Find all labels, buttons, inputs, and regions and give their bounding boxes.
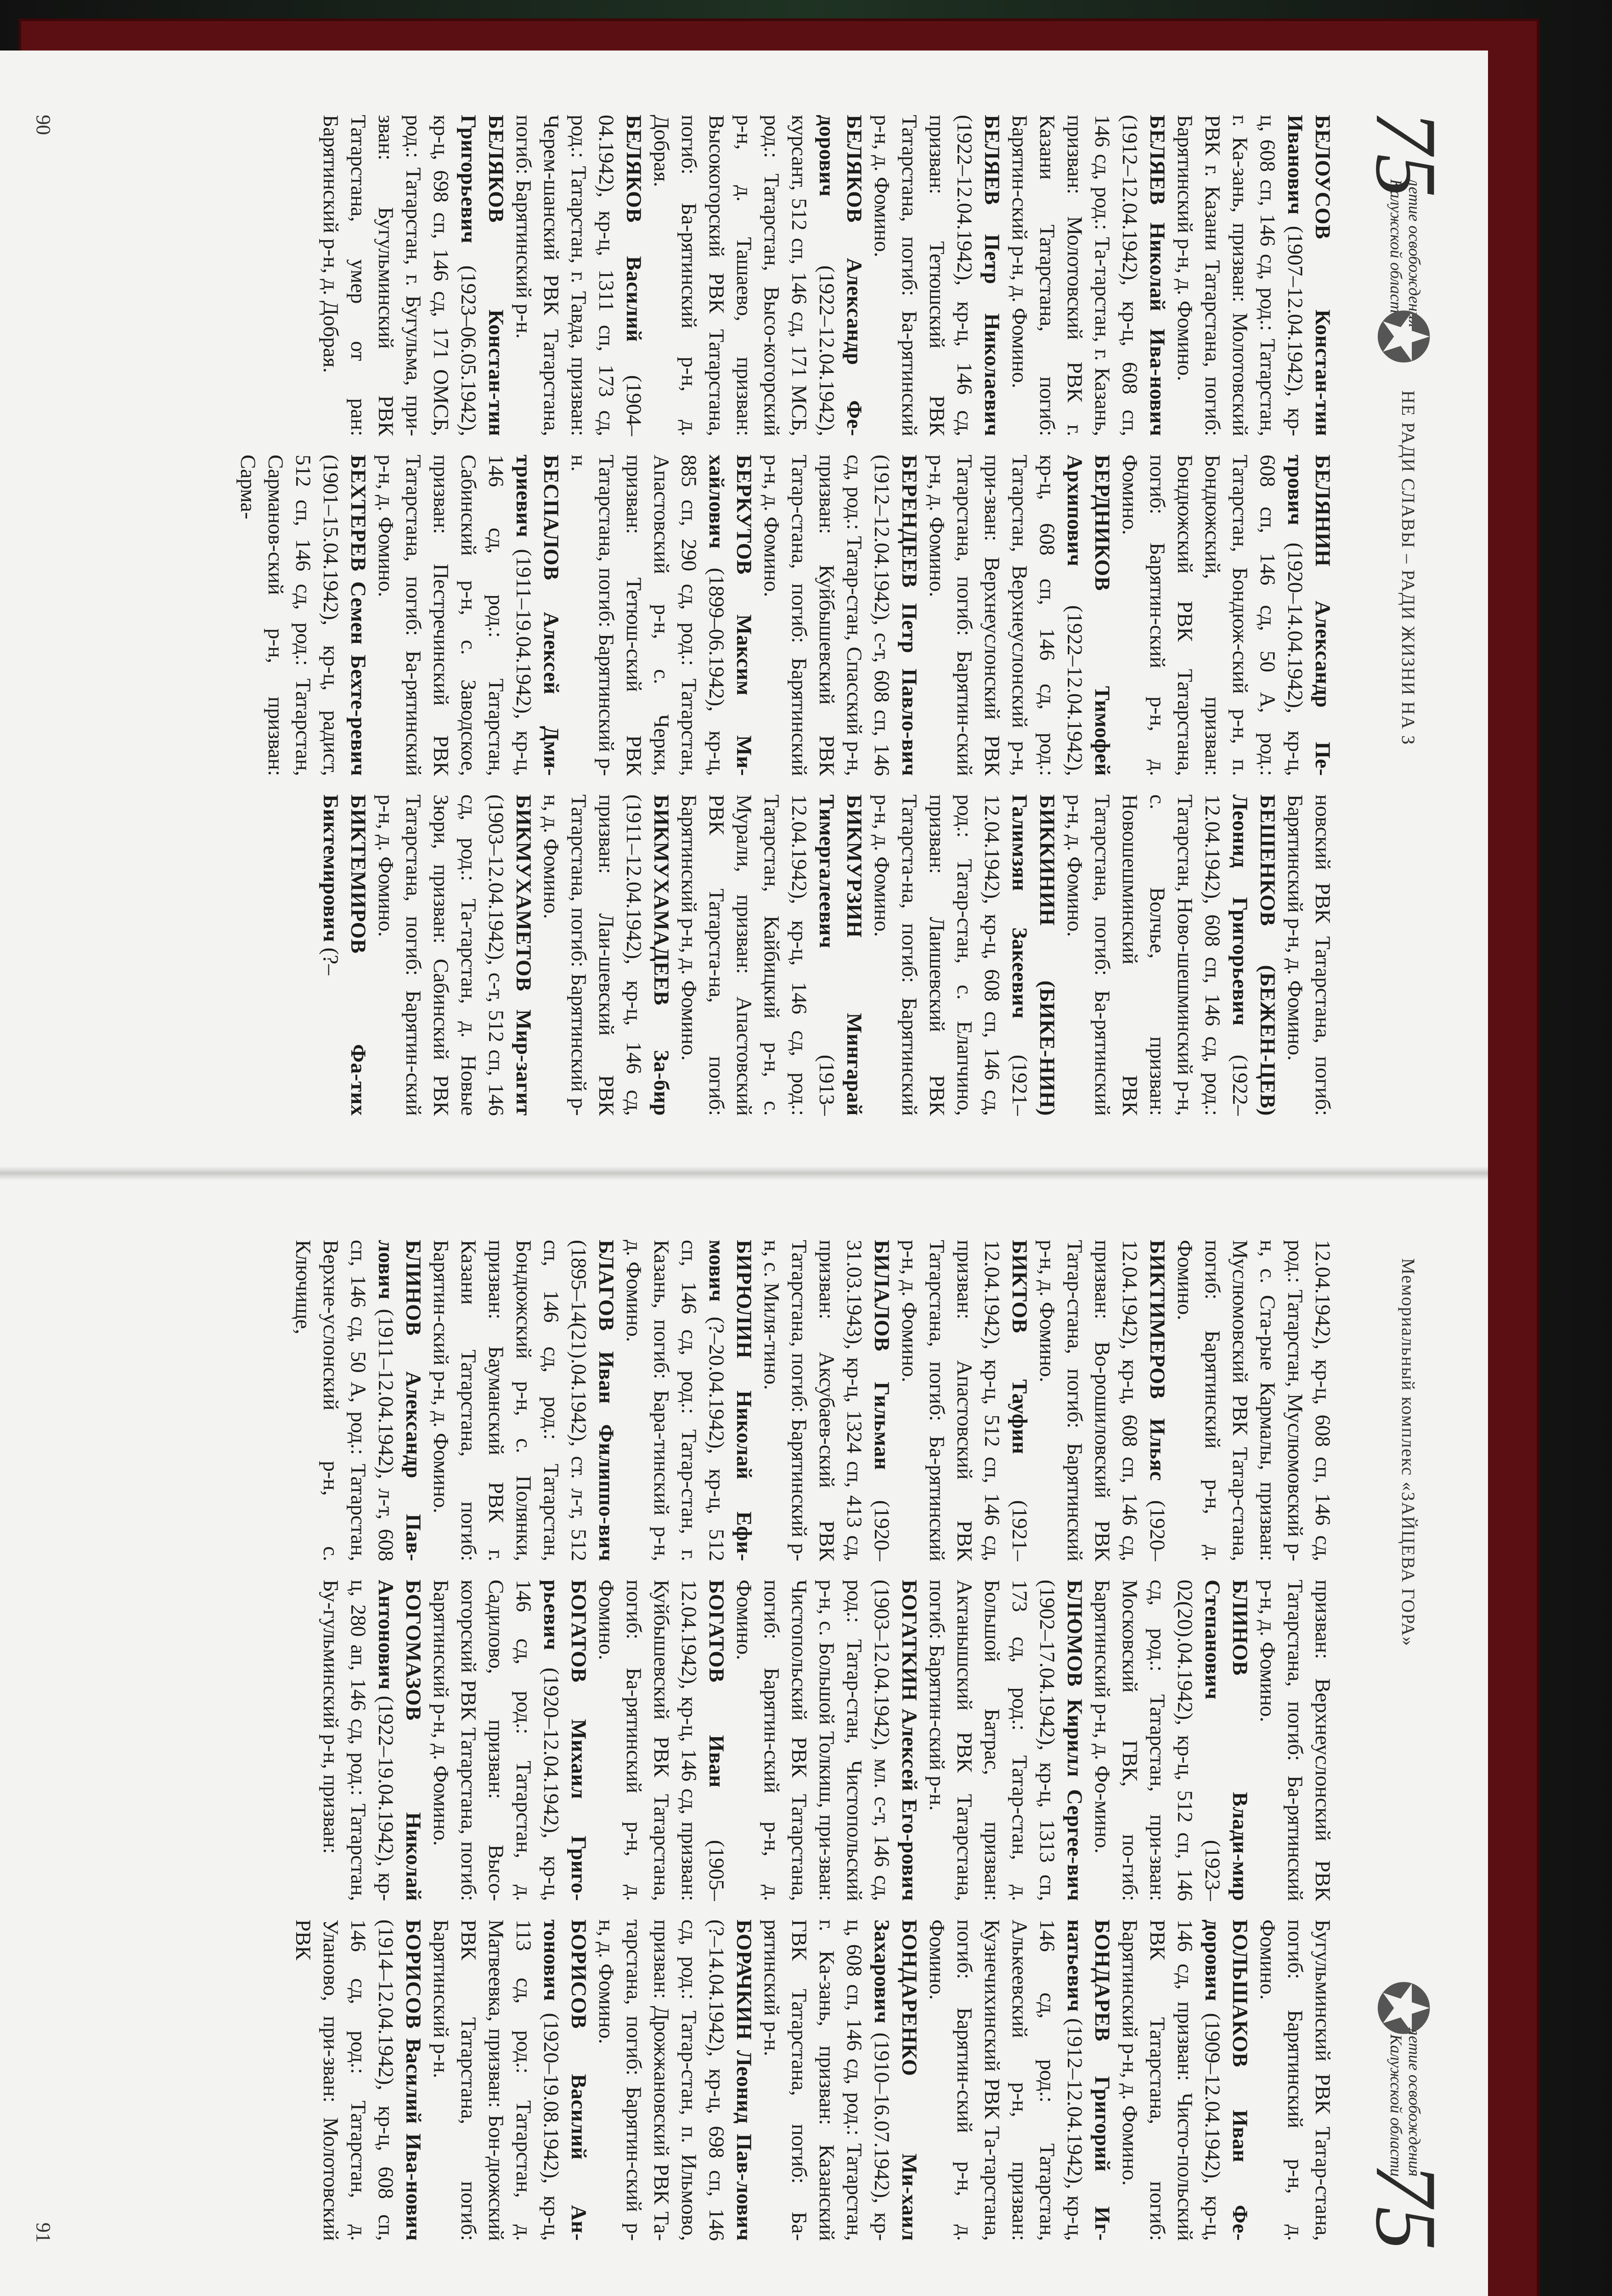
text-column	[96, 1919, 1336, 2241]
memorial-entry	[620, 1240, 758, 1561]
memorial-entry	[896, 1240, 1033, 1561]
memorial-entry	[317, 115, 510, 436]
entry-details: (1923–02(20).04.1942), кр-ц, 512 сп, 146 сд, род.: Татарстан, при-зван: Московский ГВК, по-гиб: Барятинский р-н, д. Фо-мино.	[1090, 1580, 1224, 1901]
memorial-entry	[1281, 794, 1336, 1116]
memorial-entry	[923, 455, 1116, 776]
memorial-entry	[730, 1580, 923, 1901]
entry-details: (1923–06.05.1942), кр-ц, 698 сп, 146 сд, 171 ОМСБ, род.: Татарстан, г. Бугульма, при-зван: Бугульминский РВК Татарстана, умер от ран: Барятинский р-н, д. Добрая.	[319, 115, 480, 436]
entry-name: БОНДАРЕВ Григорий Иг-натьевич	[1063, 1919, 1114, 2241]
memorial-entry	[923, 1580, 1088, 1901]
memorial-entry	[317, 1580, 427, 1901]
entry-name: БЕЛЯНИН Александр Пе-трович	[1283, 455, 1335, 776]
memorial-entry	[372, 455, 565, 776]
entry-details: (1920–12.04.1942), кр-ц, 146 сд, род.: Татарстан, д. Садилово, призван: Высо-когорский РВК Татарстана, погиб: Барятинский р-н, д. Фомино.	[429, 1580, 563, 1901]
entry-name: БИКТОВ Тауфин	[1008, 1240, 1031, 1454]
entry-details: (1911–12.04.1942), л-т, 608 сп, 146 сд, 50 А, род.: Татарстан, Верхне-услонский р-н, с. Ключище,	[291, 1240, 398, 1561]
memorial-entry	[427, 1240, 620, 1561]
memorial-entry	[1061, 794, 1281, 1116]
entry-name: БОРИСОВ Василий Ива-нович	[401, 1919, 425, 2241]
entry-name: БИРЮЛИН Николай Ефи-мович	[705, 1240, 756, 1561]
memorial-entry	[1006, 115, 1171, 436]
entry-details: Бугульминский РВК Татар-стана, погиб: Барятинский р-н, д. Фомино.	[1256, 1919, 1335, 2241]
memorial-entry	[868, 794, 1061, 1116]
page-spread	[0, 51, 1488, 2296]
right-page	[0, 1185, 1488, 2287]
entry-details: (1909–12.04.1942), кр-ц, 146 сд, призван: Чисто-польский РВК Татарстана, погиб: Барятинский р-н, д. Фомино.	[1118, 1919, 1224, 2241]
entry-name: БЕШЕНКОВ (БЕЖЕН-ЦЕВ) Леонид Григорьевич	[1228, 794, 1279, 1116]
entry-details: (1921–12.04.1942), кр-ц, 512 сп, 146 сд, призван: Апастовский РВК Татарстана, погиб: Ба-рятинский р-н, д. Фомино.	[897, 1240, 1031, 1561]
entry-details: (1903–12.04.1942), мл. с-т, 146 сд, род.: Татар-стан, Чистопольский р-н, с. Большой Толкиш, при-зван: Чистопольский РВК Татарстана, погиб: Барятин-ский р-н, д. Фомино.	[732, 1580, 894, 1901]
entry-name: БЛЮМОВ Кирилл Сергее-вич	[1063, 1580, 1087, 1901]
entry-details: (1895–14(21).04.1942), ст. л-т, 512 сп, 146 сд, род.: Татарстан, Бондюжский р-н, с. Полянки, призван: Бауманский РВК г. Казани Татарстана, погиб: Барятин-ский р-н, д. Фомино.	[429, 1240, 591, 1561]
book-spine	[0, 1166, 1488, 1180]
emblem-caption: летие освобождения Калужской области	[1387, 179, 1424, 328]
entry-name: БИКМУХАМЕТОВ Мир-загит	[512, 794, 535, 1116]
entry-name: БЕЛЯКОВ Александр Фе-дорович	[815, 115, 866, 436]
text-column	[96, 115, 1336, 436]
entry-details: (1907–12.04.1942), кр-ц, 608 сп, 146 сд, род.: Татарстан, г. Ка-зань, призван: Молотовский РВК г. Казани Татарстана, погиб: Барятинский р-н, д. Фомино.	[1173, 115, 1307, 436]
memorial-entry	[675, 794, 868, 1116]
emblem-number: 75	[1358, 110, 1454, 197]
entry-details: призван: Верхнеуслонский РВК Татарстана, погиб: Ба-рятинский р-н, д. Фомино.	[1256, 1580, 1335, 1901]
entry-details: (1922–12.04.1942), кр-ц, 146 сд, призван: Тетюшский РВК Татарстана, погиб: Ба-рятинский р-н, д. Фомино.	[870, 115, 976, 436]
entry-name: БОГОМАЗОВ Николай Антонович	[374, 1580, 425, 1901]
memorial-entry	[592, 1919, 758, 2241]
memorial-entry	[289, 1919, 427, 2241]
memorial-entry	[1116, 455, 1336, 776]
text-column	[96, 455, 1336, 776]
entry-details: (1905–12.04.1942), кр-ц, 146 сд, призван: Куйбышевский РВК Татарстана, погиб: Ба-рятинский р-н, д. Фомино.	[594, 1580, 728, 1901]
entry-name: БОГАТКИН Алексей Его-рович	[897, 1580, 921, 1901]
running-head: НЕ РАДИ СЛАВЫ – РАДИ ЖИЗНИ НА З	[1398, 390, 1419, 746]
entry-details: (1913–12.04.1942), кр-ц, 146 сд, род.: Татарстан, Кайбицкий р-н, с. Мурали, призван: Апастовский РВК Татарста-на, погиб: Барятинский р-н, д. Фомино.	[677, 794, 839, 1116]
entry-details: (1912–12.04.1942), кр-ц, 146 сд, род.: Татарстан, Алькеевский р-н, призван: Кузнечихинский РВК Та-тарстана, погиб: Барятин-ский р-н, д. Фомино.	[925, 1919, 1087, 2241]
entry-name: БЛИНОВ Влади-мир Степанович	[1201, 1580, 1252, 1901]
entry-details: (1920–14.04.1942), кр-ц, 608 сп, 146 сд, 50 А, род.: Татарстан, Бондюж-ский р-н, п. Бондюжский, призван: Бондюжский РВК Татарстана, погиб: Барятин-ский р-н, д. Фомино.	[1118, 455, 1307, 776]
memorial-entry	[1254, 1580, 1336, 1901]
entry-name: БИКТЕМИРОВ Фа-тих Биктемирович	[319, 794, 370, 1116]
entry-details: (1921–12.04.1942), кр-ц, 608 сп, 146 сд, род.: Татар-стан, с. Елапчино, призван: Лаишевский РВК Татарста-на, погиб: Барятинский р-н, д. Фомино.	[870, 794, 1031, 1116]
memorial-entry	[1116, 1919, 1254, 2241]
entry-name: БОГАТОВ Иван	[705, 1580, 728, 1788]
memorial-entry	[1033, 1240, 1171, 1561]
left-page	[0, 60, 1488, 1162]
entry-details: (1922–12.04.1942), кр-ц, 608 сп, 146 сд, род.: Татарстан, Верхнеуслонский р-н, при-зван: Верхнеуслонский РВК Татарстана, погиб: Барятин-ский р-н, д. Фомино.	[925, 455, 1087, 776]
entry-name: БЛАГОВ Иван Филиппо-вич	[594, 1240, 618, 1561]
memorial-entry	[427, 1919, 592, 2241]
entry-details: (1912–12.04.1942), с-т, 608 сп, 146 сд, род.: Татар-стан, Спасский р-н, призван: Куйбышевский РВК Татар-стана, погиб: Барятинский р-н, д. Фомино.	[760, 455, 894, 776]
entry-details: (1910–16.07.1942), кр-ц, 608 сп, 146 сд, род.: Татарстан, г. Ка-зань, призван: Казанский ГВК Татарстана, погиб: Ба-рятинский р-н.	[760, 1919, 894, 2241]
entry-name: БЕРКУТОВ Максим Ми-хайлович	[705, 455, 756, 776]
entry-name: БЕРДНИКОВ Тимофей Архипович	[1063, 455, 1114, 776]
memorial-entry	[868, 115, 1006, 436]
memorial-entry	[1171, 115, 1336, 436]
entry-details: (1912–12.04.1942), кр-ц, 608 сп, 146 сд, род.: Та-тарстан, г. Казань, призван: Молотовский РВК г. Казани Татарстана, погиб: Барятин-ский р-н, д. Фомино.	[1008, 115, 1142, 436]
text-column	[96, 1240, 1336, 1561]
entry-details: (1899–06.1942), кр-ц, 885 сп, 290 сд, род.: Татарстан, Апастовский р-н, с. Черки, призван: Тетюш-ский РВК Татарстана, погиб: Барятинский р-н.	[567, 455, 728, 776]
emblem-caption: летие освобождения Калужской области	[1387, 2028, 1424, 2177]
text-column	[96, 1580, 1336, 1901]
page-number: 91	[32, 2223, 55, 2243]
entry-details: (1911–19.04.1942), кр-ц, 146 сд, род.: Татарстан, Сабинский р-н, с. Заводское, призван: Пестречинский РВК Татарстана, погиб: Ба-рятинский р-н, д. Фомино.	[374, 455, 535, 776]
entry-name: БОГАТОВ Михаил Григо-рьевич	[539, 1580, 591, 1901]
entry-details: (1902–17.04.1942), кр-ц, 1313 сп, 173 сд, род.: Татар-стан, д. Большой Батрас, призван: Актанышский РВК Татарстана, погиб: Барятин-ский р-н.	[925, 1580, 1059, 1901]
memorial-entry	[923, 1919, 1116, 2241]
entry-details: (?–14.04.1942), кр-ц, 698 сп, 146 сд, род.: Татар-стан, п. Ильмово, призван: Дрожжановский РВК Та-тарстана, погиб: Барятин-ский р-н, д. Фомино.	[594, 1919, 728, 2241]
entry-name: БИКМУХАМАДЕЕВ За-бир	[649, 794, 673, 1116]
order-star-icon: ✪	[1364, 308, 1440, 366]
entry-name: БИККИНИН (БИКЕ-НИН) Галимзян Закеевич	[1008, 794, 1059, 1116]
entry-details: (1920–19.08.1942), кр-ц, 113 сд, род.: Татарстан, д. Матвеевка, призван: Бон-дюжский РВК Татарстана, погиб: Барятинский р-н.	[429, 1919, 563, 2241]
memorial-entry	[234, 455, 372, 776]
anniversary-emblem-right	[1350, 1979, 1456, 2250]
entry-name: БЕЛЯЕВ Николай Ива-нович	[1145, 115, 1169, 436]
memorial-entry	[648, 115, 868, 436]
entry-name: БЕРЕНДЕЕВ Петр Павло-вич	[897, 455, 921, 776]
memorial-entry	[427, 1580, 592, 1901]
entry-name: БОЛЬШАКОВ Иван Фе-дорович	[1201, 1919, 1252, 2241]
memorial-entry	[1171, 1240, 1336, 1561]
memorial-entry	[758, 1240, 896, 1561]
entry-name: БИКМУРЗИН Мингарай Тимергалеевич	[815, 794, 866, 1116]
memorial-entry	[1254, 1919, 1336, 2241]
memorial-entry	[758, 455, 923, 776]
memorial-entry	[372, 794, 537, 1116]
entry-details: (1904–04.1942), кр-ц, 1311 сп, 173 сд, род.: Татарстан, г. Тавда, призван: Черем-шанский РВК Татарстана, погиб: Барятинский р-н.	[512, 115, 646, 436]
entry-name: БЛИНОВ Александр Пав-лович	[374, 1240, 425, 1561]
entry-name: БЕХТЕРЕВ Семен Бехте-ревич	[346, 455, 370, 776]
entry-details: (1914–12.04.1942), кр-ц, 608 сп, 146 сд, род.: Татарстан, д. Уланово, при-зван: Молотовский РВК	[291, 1919, 398, 2241]
entry-details: (1922–12.04.1942), 608 сп, 146 сд, род.: Татарстан, Ново-шешминский р-н, с. Волчье, призван: Новошешминский РВК Татарстана, погиб: Ба-рятинский р-н, д. Фомино.	[1063, 794, 1252, 1116]
entry-details: (?–20.04.1942), кр-ц, 512 сп, 146 сд, род.: Татар-стан, г. Казань, погиб: Бара-тинский р-н, д. Фомино.	[622, 1240, 728, 1561]
memorial-entry	[510, 115, 648, 436]
entry-name: БЕЛЯКОВ Василий	[622, 115, 646, 342]
memorial-entry	[758, 1919, 923, 2241]
entry-name: БИКТИМЕРОВ Ильяс	[1145, 1240, 1169, 1481]
entry-details: новский РВК Татарстана, погиб: Барятинский р-н, д. Фомино.	[1283, 794, 1335, 1116]
order-star-icon: ✪	[1364, 1979, 1440, 2037]
emblem-number: 75	[1358, 2163, 1454, 2250]
entry-name: БЕЛЯЕВ Петр Николаевич	[980, 115, 1004, 436]
entry-details: (1922–19.04.1942), кр-ц, 280 ап, 146 сд, род.: Татарстан, Бу-гульминский р-н, призван:	[319, 1580, 398, 1901]
memorial-entry	[1088, 1580, 1254, 1901]
entry-name: БЕЛЯКОВ Констан-тин Григорьевич	[457, 115, 508, 436]
memorial-entry	[537, 794, 675, 1116]
page-block	[0, 51, 1488, 2296]
text-column	[96, 794, 1336, 1116]
memorial-entry	[592, 1580, 730, 1901]
entry-name: БОНДАРЕНКО Ми-хаил Захарович	[870, 1919, 921, 2241]
entry-details: (1922–12.04.1942), курсант, 512 сп, 146 сд, 171 МСБ, род.: Татарстан, Высо-когорский р-н, д. Ташаево, призван: Высокогорский РВК Татарстана, погиб: Ба-рятинский р-н, д. Добрая.	[649, 115, 839, 436]
entry-details: (1920–31.03.1943), кр-ц, 1324 сп, 413 сд, призван: Аксубаев-ский РВК Татарстана, погиб: Барятинский р-н, с. Миля-тино.	[760, 1240, 894, 1561]
entry-details: (?–	[319, 942, 343, 975]
entry-name: БИЛАЛОВ Гильман	[870, 1240, 894, 1470]
page-number: 90	[32, 115, 55, 135]
memorial-entry	[317, 794, 372, 1116]
entry-name: БЕСПАЛОВ Алексей Дми-триевич	[512, 455, 563, 776]
anniversary-emblem-left	[1350, 110, 1456, 367]
entry-details: (1903–12.04.1942), с-т, 512 сп, 146 сд, род.: Та-тарстан, д. Новые Зюри, призван: Сабинский РВК Татарстана, погиб: Барятин-ский р-н, д. Фомино.	[374, 794, 508, 1116]
entry-details: (1901–15.04.1942), кр-ц, радист, 512 сп, 146 сд, род.: Татарстан, Сарманов-ский р-н, призван: Сарма-	[236, 455, 343, 776]
entry-name: БЕЛОУСОВ Констан-тин Иванович	[1283, 115, 1335, 436]
entry-name: БОРАЧКИН Леонид Пав-лович	[732, 1919, 756, 2241]
running-head: Мемориальный комплекс «ЗАЙЦЕВА ГОРА»	[1398, 1258, 1419, 1647]
entry-name: БОРИСОВ Василий Ан-тонович	[539, 1919, 591, 2241]
entry-details: 12.04.1942), кр-ц, 608 сп, 146 сд, род.: Татарстан, Муслюмовский р-н, с. Ста-рые Кармалы, призван: Муслюмовский РВК Татар-стана, погиб: Барятинский р-н, д. Фомино.	[1173, 1240, 1335, 1561]
memorial-entry	[289, 1240, 427, 1561]
entry-details: (1920–12.04.1942), кр-ц, 608 сп, 146 сд, призван: Во-рошиловский РВК Татар-стана, погиб: Барятинский р-н, д. Фомино.	[1035, 1240, 1169, 1561]
memorial-entry	[565, 455, 758, 776]
entry-details: (1911–12.04.1942), кр-ц, 146 сд, призван: Лаи-шевский РВК Татарстана, погиб: Барятинский р-н, д. Фомино.	[539, 794, 646, 1116]
